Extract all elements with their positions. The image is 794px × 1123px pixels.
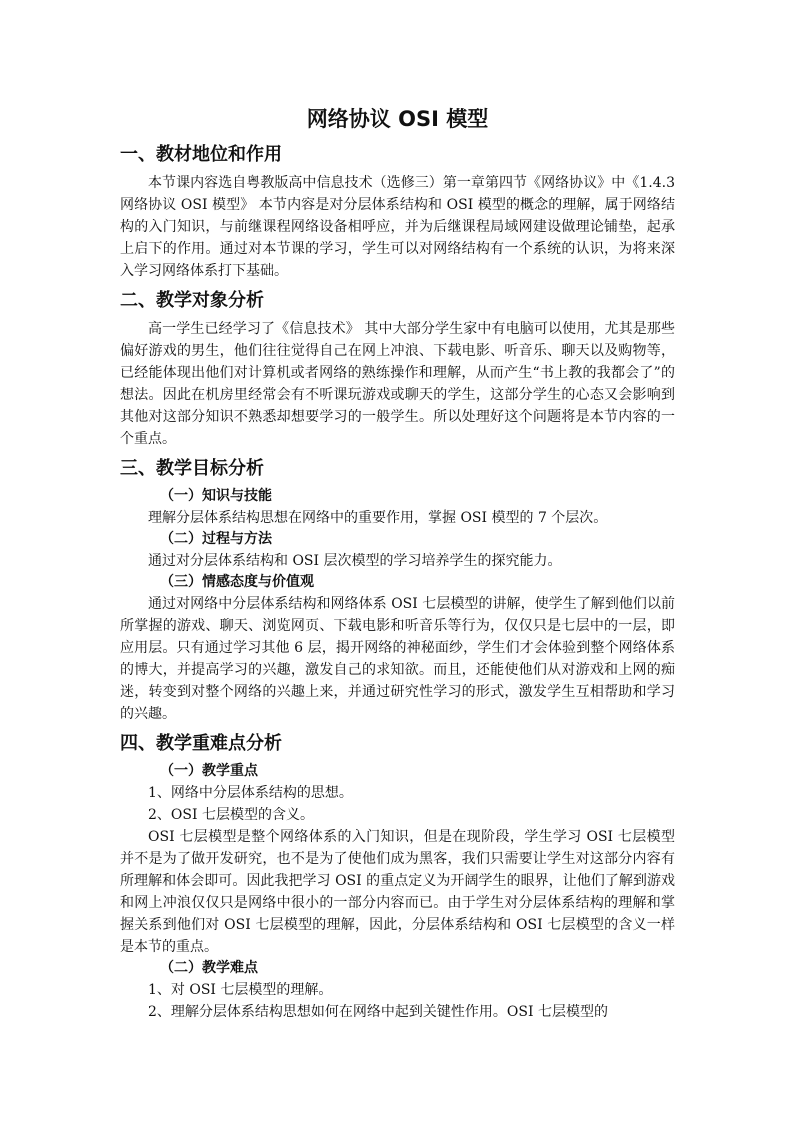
section-heading-4: 四、教学重难点分析 — [120, 733, 282, 754]
difficulties-heading: （二）教学难点 — [160, 960, 258, 976]
section-heading-2: 二、教学对象分析 — [120, 290, 264, 311]
document-page — [120, 98, 675, 1023]
key-point-item-1: 1、网络中分层体系结构的思想。 — [148, 785, 353, 801]
difficulty-item-2: 2、理解分层体系结构思想如何在网络中起到关键性作用。OSI 七层模型的 — [148, 1004, 608, 1020]
subsection-process-text: 通过对分层体系结构和 OSI 层次模型的学习培养学生的探究能力。 — [148, 553, 562, 569]
difficulty-item-1: 1、对 OSI 七层模型的理解。 — [148, 982, 333, 998]
key-points-text: OSI 七层模型是整个网络体系的入门知识，但是在现阶段，学生学习 OSI 七层模型并不是为了做开发研究，也不是为了使他们成为黑客，我们只需要让学生对这部分内容有所理解和体会即可。因此我把学习 OSI 的重点定义为开阔学生的眼界，让他们了解到游戏和网上冲浪仅仅只是网络中很小的一部分内容而已。由于学生对分层体系结构的理解和掌握关系到他们对 OSI 七层模型的理解，因此，分层体系结构和 OSI 七层模型的含义一样是本节的重点。 — [120, 829, 675, 955]
page-title: 网络协议 OSI 模型 — [306, 107, 489, 131]
section-1-paragraph: 本节课内容选自粤教版高中信息技术（选修三）第一章第四节《网络协议》中《1.4.3 网络协议 OSI 模型》 本节内容是对分层体系结构和 OSI 模型的概念的理解，属于网络结构的入门知识，与前继课程网络设备相呼应，并为后继课程局域网建设做理论铺垫，起承上启下的作用。通过对本节课的学习，学生可以对网络结构有一个系统的认识，为将来深入学习网络体系打下基础。 — [120, 175, 675, 279]
section-2-paragraph: 高一学生已经学习了《信息技术》 其中大部分学生家中有电脑可以使用，尤其是那些偏好游戏的男生，他们往往觉得自己在网上冲浪、下载电影、听音乐、聊天以及购物等，已经能体现出他们对计算机或者网络的熟练操作和理解，从而产生“书上教的我都会了”的想法。因此在机房里经常会有不听课玩游戏或聊天的学生，这部分学生的心态又会影响到其他对这部分知识不熟悉却想要学习的一般学生。所以处理好这个问题将是本节内容的一个重点。 — [120, 321, 675, 447]
subsection-attitude-heading: （三）情感态度与价值观 — [160, 574, 314, 590]
section-heading-3: 三、教学目标分析 — [120, 458, 264, 479]
section-heading-1: 一、教材地位和作用 — [120, 144, 282, 165]
key-points-heading: （一）教学重点 — [160, 763, 258, 779]
subsection-knowledge-text: 理解分层体系结构思想在网络中的重要作用，掌握 OSI 模型的 7 个层次。 — [148, 510, 608, 526]
key-point-item-2: 2、OSI 七层模型的含义。 — [148, 807, 314, 823]
subsection-knowledge-heading: （一）知识与技能 — [160, 488, 272, 504]
subsection-process-heading: （二）过程与方法 — [160, 531, 272, 547]
subsection-attitude-text: 通过对网络中分层体系结构和网络体系 OSI 七层模型的讲解，使学生了解到他们以前所掌握的游戏、聊天、浏览网页、下载电影和听音乐等行为，仅仅只是七层中的一层，即应用层。只有通过学习其他 6 层，揭开网络的神秘面纱，学生们才会体验到整个网络体系的博大，并提高学习的兴趣，激发自己的求知欲。而且，还能使他们从对游戏和上网的痴迷，转变到对整个网络的兴趣上来，并通过研究性学习的形式，激发学生互相帮助和学习的兴趣。 — [120, 596, 675, 722]
